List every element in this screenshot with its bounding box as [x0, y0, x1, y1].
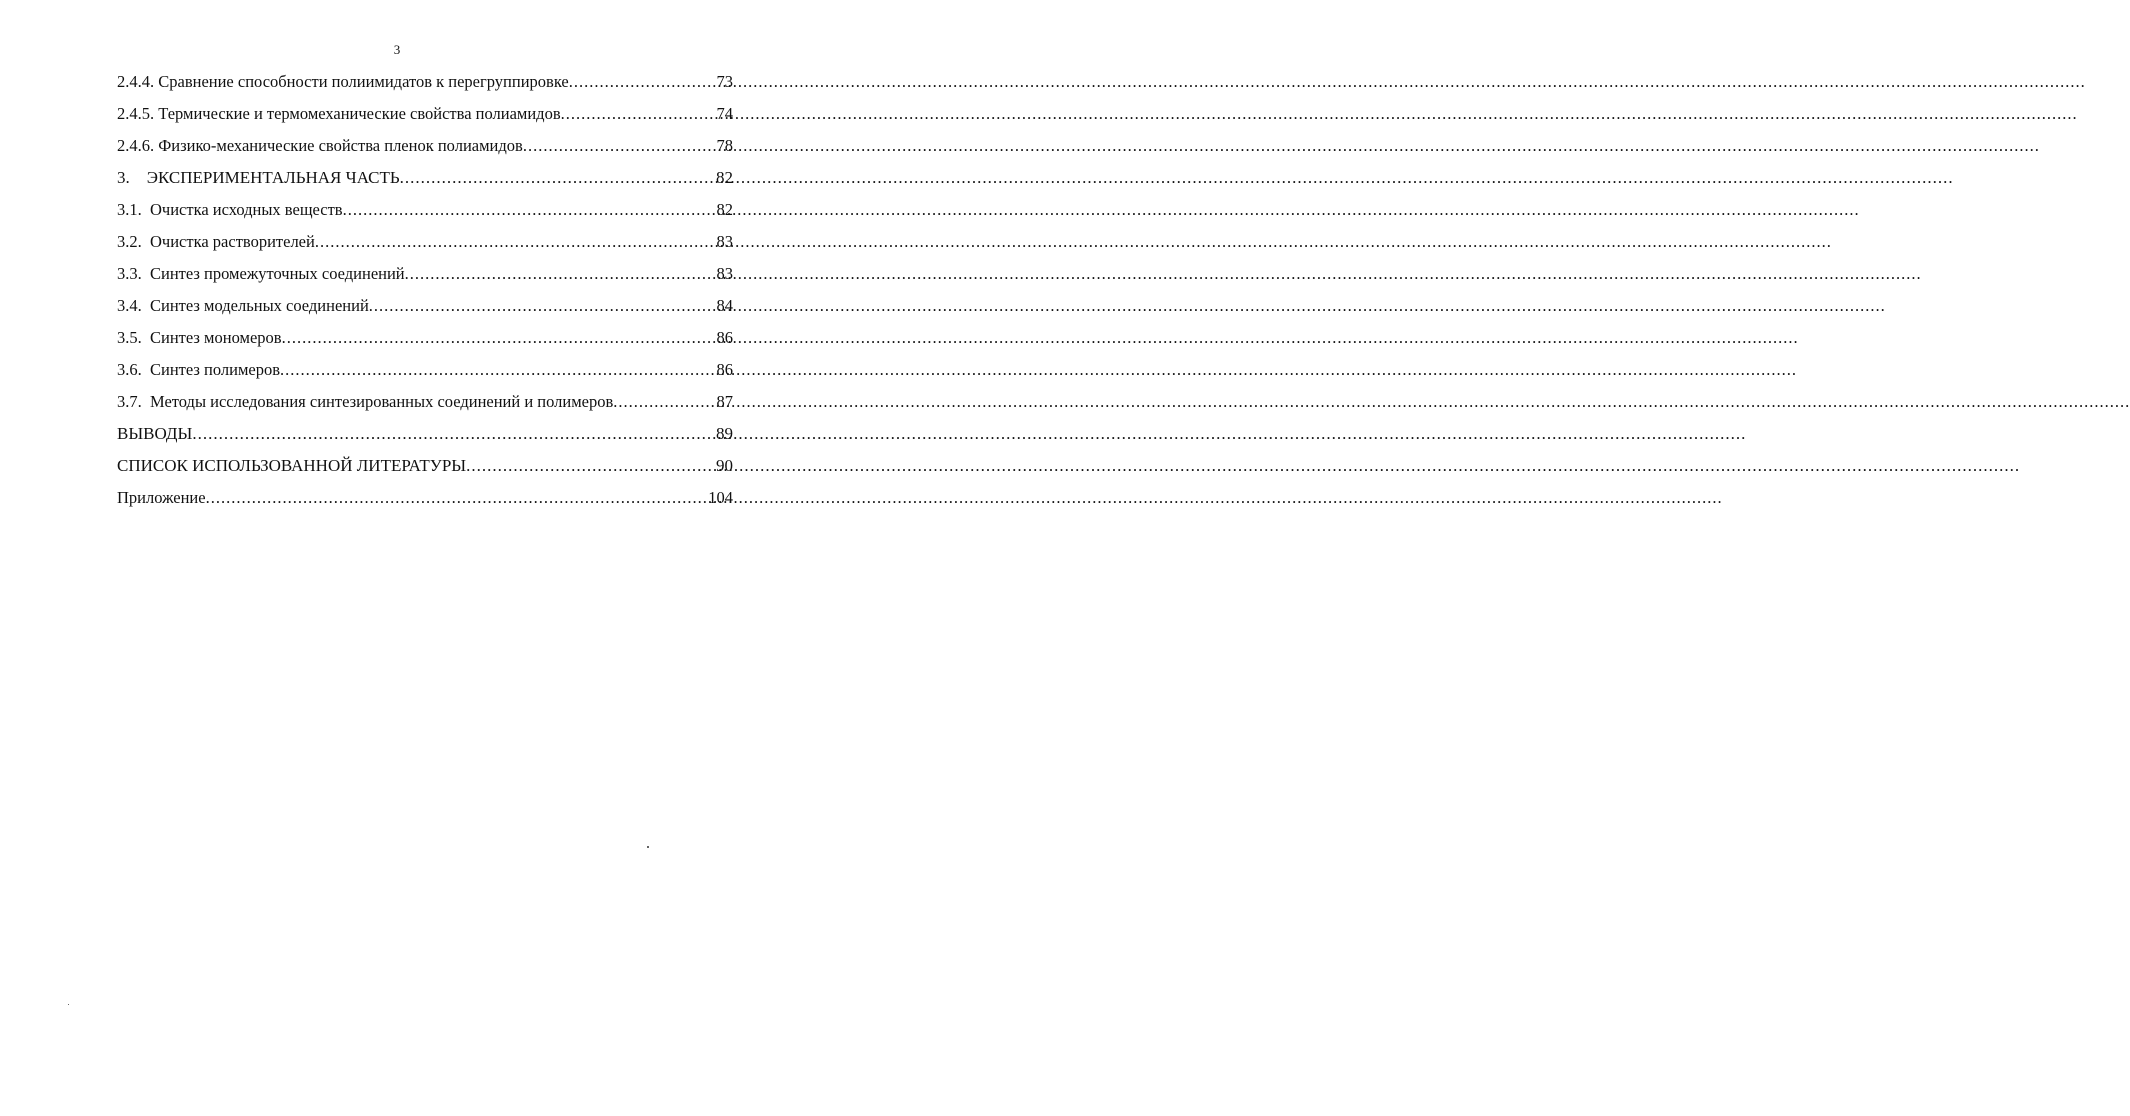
- page-number: 3: [393, 42, 401, 57]
- toc-entry-title: 3. ЭКСПЕРИМЕНТАЛЬНАЯ ЧАСТЬ: [117, 168, 400, 187]
- dot-leader: [405, 258, 685, 290]
- toc-entry-conclusions[interactable]: [117, 418, 733, 450]
- toc-entry-page: 78: [716, 136, 733, 155]
- toc-entry-page: 89: [716, 424, 733, 443]
- toc-entry-page: 82: [716, 168, 733, 187]
- toc-entry-3-2[interactable]: [117, 226, 733, 258]
- toc-entry-title: ВЫВОДЫ: [117, 424, 193, 443]
- toc-entry-3-5[interactable]: [117, 322, 733, 354]
- dot-leader: [400, 162, 685, 194]
- toc-entry-3[interactable]: [117, 162, 733, 194]
- toc-entry-title: 3.7. Методы исследования синтезированных соединений и полимеров: [117, 392, 614, 411]
- toc-entry-title: 3.2. Очистка растворителей: [117, 232, 315, 251]
- dot-leader: [280, 354, 685, 386]
- dot-leader: [561, 98, 685, 130]
- toc-entry-title: Приложение: [117, 488, 206, 507]
- dot-leader: [369, 290, 685, 322]
- scan-speck: [647, 846, 649, 848]
- toc-entry-2-4-5[interactable]: [117, 98, 733, 130]
- toc-entry-page: 84: [716, 296, 733, 315]
- toc-entry-title: 2.4.5. Термические и термомеханические свойства полиамидов: [117, 104, 561, 123]
- toc-entry-title: 2.4.6. Физико-механические свойства пленок полиамидов: [117, 136, 523, 155]
- toc-entry-page: 104: [708, 488, 733, 507]
- toc-entry-title: СПИСОК ИСПОЛЬЗОВАННОЙ ЛИТЕРАТУРЫ: [117, 456, 467, 475]
- toc-entry-page: 74: [716, 104, 733, 123]
- scan-speck: [68, 1004, 69, 1005]
- toc-entry-page: 82: [716, 200, 733, 219]
- table-of-contents: [117, 66, 733, 514]
- toc-entry-references[interactable]: [117, 450, 733, 482]
- toc-entry-title: 3.1. Очистка исходных веществ: [117, 200, 343, 219]
- toc-entry-2-4-4[interactable]: [117, 66, 733, 98]
- toc-entry-3-1[interactable]: [117, 194, 733, 226]
- toc-entry-page: 83: [716, 232, 733, 251]
- dot-leader: [315, 226, 685, 258]
- toc-entry-page: 73: [716, 72, 733, 91]
- toc-entry-page: 86: [716, 360, 733, 379]
- toc-entry-title: 3.3. Синтез промежуточных соединений: [117, 264, 405, 283]
- dot-leader: [343, 194, 685, 226]
- toc-entry-2-4-6[interactable]: [117, 130, 733, 162]
- dot-leader: [206, 482, 685, 514]
- toc-entry-3-4[interactable]: [117, 290, 733, 322]
- toc-entry-page: 87: [716, 392, 733, 411]
- toc-entry-title: 3.5. Синтез мономеров: [117, 328, 282, 347]
- toc-entry-3-3[interactable]: [117, 258, 733, 290]
- toc-entry-title: 2.4.4. Сравнение способности полиимидатов к перегруппировке: [117, 72, 569, 91]
- toc-entry-page: 90: [716, 456, 733, 475]
- toc-entry-page: 86: [716, 328, 733, 347]
- dot-leader: [569, 66, 685, 98]
- dot-leader: [523, 130, 685, 162]
- dot-leader: [613, 386, 685, 418]
- dot-leader: [192, 418, 685, 450]
- toc-entry-title: 3.4. Синтез модельных соединений: [117, 296, 369, 315]
- toc-entry-3-6[interactable]: [117, 354, 733, 386]
- dot-leader: [466, 450, 685, 482]
- toc-entry-3-7[interactable]: [117, 386, 733, 418]
- toc-entry-page: 83: [716, 264, 733, 283]
- toc-entry-title: 3.6. Синтез полимеров: [117, 360, 281, 379]
- toc-entry-appendix[interactable]: [117, 482, 733, 514]
- dot-leader: [282, 322, 685, 354]
